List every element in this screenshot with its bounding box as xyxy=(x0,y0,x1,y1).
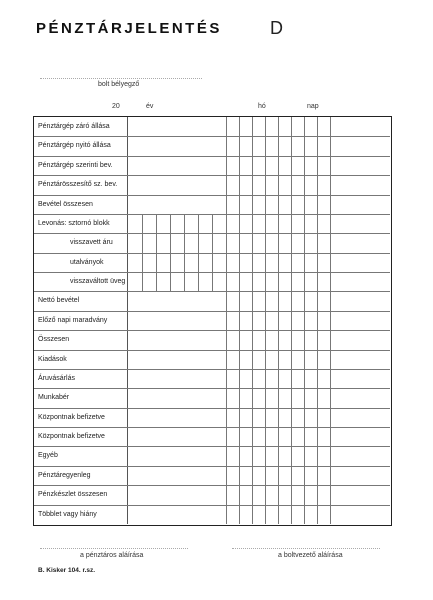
row-label: Pénzkészlet összesen xyxy=(38,491,108,499)
manager-signature-line xyxy=(232,548,380,549)
row-label: Egyéb xyxy=(38,452,58,460)
row-label: Pénztárgép záró állása xyxy=(38,123,110,130)
row-line xyxy=(34,350,390,351)
stamp-label: bolt bélyegző xyxy=(98,81,140,88)
row-label: Kiadások xyxy=(38,355,67,363)
digit-column-line xyxy=(278,117,279,524)
row-label: Áruvásárlás xyxy=(38,374,75,382)
row-label: Pénztárgép szerinti bev. xyxy=(38,161,113,169)
row-label: visszaváltott üveg xyxy=(70,278,126,286)
row-line xyxy=(34,291,390,292)
form-variant-letter: D xyxy=(270,18,283,38)
row-label: Levonás: sztornó blokk xyxy=(38,219,110,227)
row-label: Pénztárgép nyitó állása xyxy=(38,142,111,150)
digit-column-line xyxy=(252,117,253,524)
row-label: utalványok xyxy=(70,258,104,266)
row-line xyxy=(34,330,390,331)
row-label: Központnak befizetve xyxy=(38,433,105,441)
digit-column-line xyxy=(291,117,292,524)
row-label: Pénztárösszesítő sz. bev. xyxy=(38,181,118,189)
row-label: Pénztáregyenleg xyxy=(38,471,91,479)
stamp-line xyxy=(40,78,202,79)
row-line xyxy=(34,369,390,370)
date-year-label: év xyxy=(146,103,154,110)
cashier-signature-label: a pénztáros aláírása xyxy=(80,552,144,559)
cash-report-table xyxy=(33,116,392,526)
date-month-label: hó xyxy=(258,103,266,110)
date-year-prefix: 20 xyxy=(112,103,120,110)
row-label: Nettó bevétel xyxy=(38,297,80,305)
digit-column-line xyxy=(265,117,266,524)
digit-column-line xyxy=(304,117,305,524)
row-label: Bevétel összesen xyxy=(38,200,93,208)
row-label: Központnak befizetve xyxy=(38,413,105,421)
row-line xyxy=(34,446,390,447)
row-label: Előző napi maradvány xyxy=(38,316,108,324)
row-label: Munkabér xyxy=(38,394,70,402)
row-line xyxy=(34,388,390,389)
digit-column-line xyxy=(317,117,318,524)
form-code: B. Kisker 104. r.sz. xyxy=(38,567,96,574)
manager-signature-label: a boltvezető aláírása xyxy=(278,552,343,559)
row-label: Összesen xyxy=(38,336,70,344)
date-day-label: nap xyxy=(307,103,319,110)
digit-column-line xyxy=(330,117,331,524)
label-column-divider xyxy=(127,117,128,524)
digit-column-line xyxy=(226,117,227,524)
digit-column-line xyxy=(239,117,240,524)
form-title: PÉNZTÁRJELENTÉS xyxy=(36,20,222,37)
cashier-signature-line xyxy=(40,548,188,549)
row-label: Többlet vagy hiány xyxy=(38,510,97,518)
row-label: visszavett áru xyxy=(70,239,113,247)
